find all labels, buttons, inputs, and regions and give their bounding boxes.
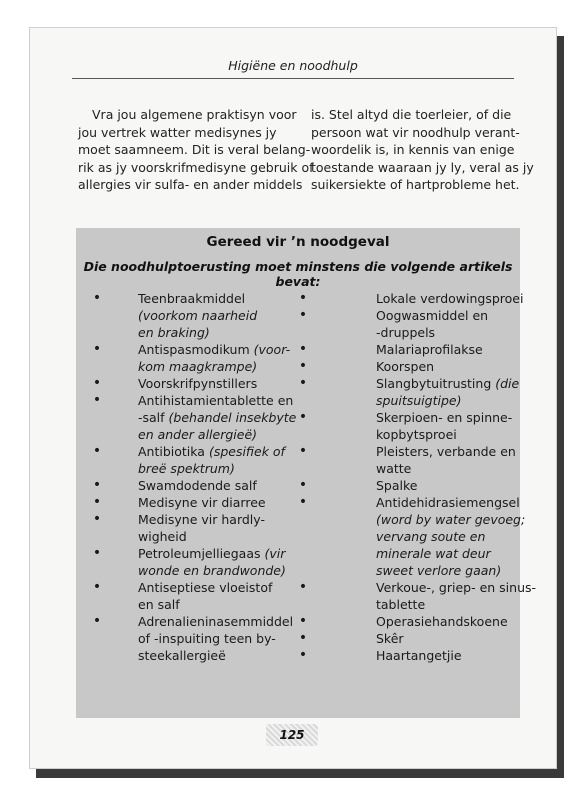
kit-item-line: wonde en brandwonde) bbox=[138, 563, 286, 578]
kit-item-line: Skerpioen- en spinne- bbox=[376, 410, 513, 425]
intro-line: suikersiekte of hartprobleme het. bbox=[311, 177, 520, 192]
kit-list-item bbox=[76, 477, 298, 494]
kit-list-item bbox=[298, 290, 524, 307]
bullet-icon: • bbox=[298, 409, 308, 425]
kit-item-line: Koorspen bbox=[376, 359, 435, 374]
intro-right-column bbox=[311, 106, 534, 194]
kit-item-line: Oogwasmiddel en bbox=[376, 308, 489, 323]
kit-list-item bbox=[298, 358, 520, 375]
kit-item-line: kom maagkrampe) bbox=[138, 359, 258, 374]
kit-item-line: (word by water gevoeg; bbox=[376, 512, 526, 527]
kit-item-line: steekallergieë bbox=[138, 648, 226, 663]
kit-item-line: en braking) bbox=[138, 325, 210, 340]
kit-list-item bbox=[76, 443, 298, 477]
bullet-icon: • bbox=[92, 579, 102, 595]
bullet-icon: • bbox=[298, 358, 308, 374]
bullet-icon: • bbox=[298, 341, 308, 357]
kit-item-line: Antihistamientablette en bbox=[138, 393, 294, 408]
kit-list-item bbox=[76, 613, 298, 664]
kit-list-item bbox=[298, 409, 520, 443]
bullet-icon: • bbox=[92, 341, 102, 357]
bullet-icon: • bbox=[92, 443, 102, 459]
bullet-icon: • bbox=[92, 375, 102, 391]
kit-list-item bbox=[298, 647, 520, 664]
kit-item-line: -druppels bbox=[376, 325, 436, 340]
kit-list-left bbox=[76, 290, 298, 664]
intro-line: persoon wat vir noodhulp verant- bbox=[311, 124, 520, 140]
kit-list-item bbox=[298, 630, 520, 647]
kit-item-line: en salf bbox=[138, 597, 180, 612]
bullet-icon: • bbox=[92, 477, 102, 493]
box-title: Gereed vir ’n noodgeval bbox=[206, 234, 390, 250]
kit-item-line: of -inspuiting teen by- bbox=[138, 631, 276, 646]
intro-line: Vra jou algemene praktisyn voor bbox=[92, 107, 297, 122]
kit-item-line: Spalke bbox=[376, 478, 418, 493]
kit-item-line: Teenbraakmiddel bbox=[138, 291, 246, 306]
bullet-icon: • bbox=[298, 307, 308, 323]
page-number: 125 bbox=[279, 728, 305, 742]
bullet-icon: • bbox=[298, 477, 308, 493]
kit-item-line: wigheid bbox=[138, 529, 187, 544]
kit-list-item bbox=[76, 290, 298, 341]
kit-item-line: minerale wat deur bbox=[376, 546, 491, 561]
kit-item-line: Medisyne vir diarree bbox=[138, 495, 266, 510]
bullet-icon: • bbox=[92, 613, 102, 629]
kit-item-line: Antiseptiese vloeistof bbox=[138, 580, 273, 595]
kit-list-item bbox=[298, 613, 520, 630]
kit-item-line: Antidehidrasiemengsel bbox=[376, 495, 520, 510]
bullet-icon: • bbox=[298, 579, 308, 595]
bullet-icon: • bbox=[298, 290, 308, 306]
intro-line: jou vertrek watter medisynes jy bbox=[78, 124, 277, 140]
bullet-icon: • bbox=[92, 511, 102, 527]
intro-line: allergies vir sulfa- en ander middels bbox=[78, 177, 303, 192]
intro-line: toestande waaraan jy ly, veral as jy bbox=[311, 159, 534, 175]
kit-item-line: Verkoue-, griep- en sinus- bbox=[376, 580, 537, 595]
bullet-icon: • bbox=[298, 375, 308, 391]
kit-list-item bbox=[76, 579, 298, 613]
kit-list-item bbox=[298, 579, 537, 613]
intro-line: woordelik is, in kennis van enige bbox=[311, 142, 515, 157]
kit-item-line: Adrenalieninasemmiddel bbox=[138, 614, 294, 629]
kit-item-line: vervang soute en bbox=[376, 529, 486, 544]
kit-item-line: Operasiehandskoene bbox=[376, 614, 508, 629]
kit-item-line: en ander allergieë) bbox=[138, 427, 258, 442]
running-head: Higiëne en noodhulp bbox=[228, 58, 358, 73]
book-page bbox=[30, 28, 556, 768]
kit-item-line: sweet verlore gaan) bbox=[376, 563, 502, 578]
kit-item-line: Skêr bbox=[376, 631, 404, 646]
kit-item-line: Antispasmodikum (voor- bbox=[138, 342, 291, 357]
intro-line: is. Stel altyd die toerleier, of die bbox=[311, 107, 512, 122]
kit-item-line: Pleisters, verbande en bbox=[376, 444, 516, 459]
kit-list-item bbox=[298, 477, 520, 494]
kit-item-line: Swamdodende salf bbox=[138, 478, 257, 493]
kit-item-line: Lokale verdowingsproei bbox=[376, 291, 524, 306]
kit-item-line: Malariaprofilakse bbox=[376, 342, 483, 357]
kit-list-item bbox=[298, 375, 520, 409]
bullet-icon: • bbox=[92, 545, 102, 561]
kit-list-item bbox=[76, 494, 298, 511]
bullet-icon: • bbox=[92, 392, 102, 408]
kit-item-line: (voorkom naarheid bbox=[138, 308, 258, 323]
bullet-icon: • bbox=[298, 647, 308, 663]
kit-item-line: Petroleumjelliegaas (vir bbox=[138, 546, 286, 561]
intro-line: moet saamneem. Dit is veral belang- bbox=[78, 142, 311, 157]
bullet-icon: • bbox=[92, 290, 102, 306]
kit-list-item bbox=[298, 341, 520, 358]
kit-item-line: spuitsuigtipe) bbox=[376, 393, 462, 408]
kit-item-line: Slangbytuitrusting (die bbox=[376, 376, 520, 391]
kit-list-item bbox=[76, 375, 298, 392]
bullet-icon: • bbox=[298, 494, 308, 510]
intro-left-column bbox=[78, 106, 314, 194]
emergency-kit-box bbox=[76, 228, 537, 718]
bullet-icon: • bbox=[298, 613, 308, 629]
header-rule bbox=[72, 78, 514, 79]
bullet-icon: • bbox=[298, 443, 308, 459]
kit-item-line: Haartangetjie bbox=[376, 648, 462, 663]
kit-item-line: kopbytsproei bbox=[376, 427, 457, 442]
kit-item-line: tablette bbox=[376, 597, 426, 612]
kit-list-item bbox=[76, 392, 298, 443]
kit-list-item bbox=[298, 494, 526, 579]
kit-list-item bbox=[76, 545, 298, 579]
bullet-icon: • bbox=[298, 630, 308, 646]
kit-item-line: breë spektrum) bbox=[138, 461, 235, 476]
kit-item-line: -salf (behandel insekbyte bbox=[138, 410, 297, 425]
kit-item-line: Medisyne vir hardly- bbox=[138, 512, 265, 527]
bullet-icon: • bbox=[92, 494, 102, 510]
kit-item-line: watte bbox=[376, 461, 412, 476]
kit-item-line: Voorskrifpynstillers bbox=[138, 376, 258, 391]
box-subtitle: Die noodhulptoerusting moet minstens die volgende artikels bevat: bbox=[83, 259, 513, 289]
kit-list-item bbox=[298, 443, 520, 477]
kit-list-item bbox=[76, 511, 298, 545]
kit-item-line: Antibiotika (spesifiek of bbox=[138, 444, 285, 459]
kit-list-item bbox=[298, 307, 520, 341]
kit-list-right bbox=[298, 290, 537, 664]
intro-line: rik as jy voorskrifmedisyne gebruik of bbox=[78, 159, 314, 175]
kit-list-item bbox=[76, 341, 298, 375]
